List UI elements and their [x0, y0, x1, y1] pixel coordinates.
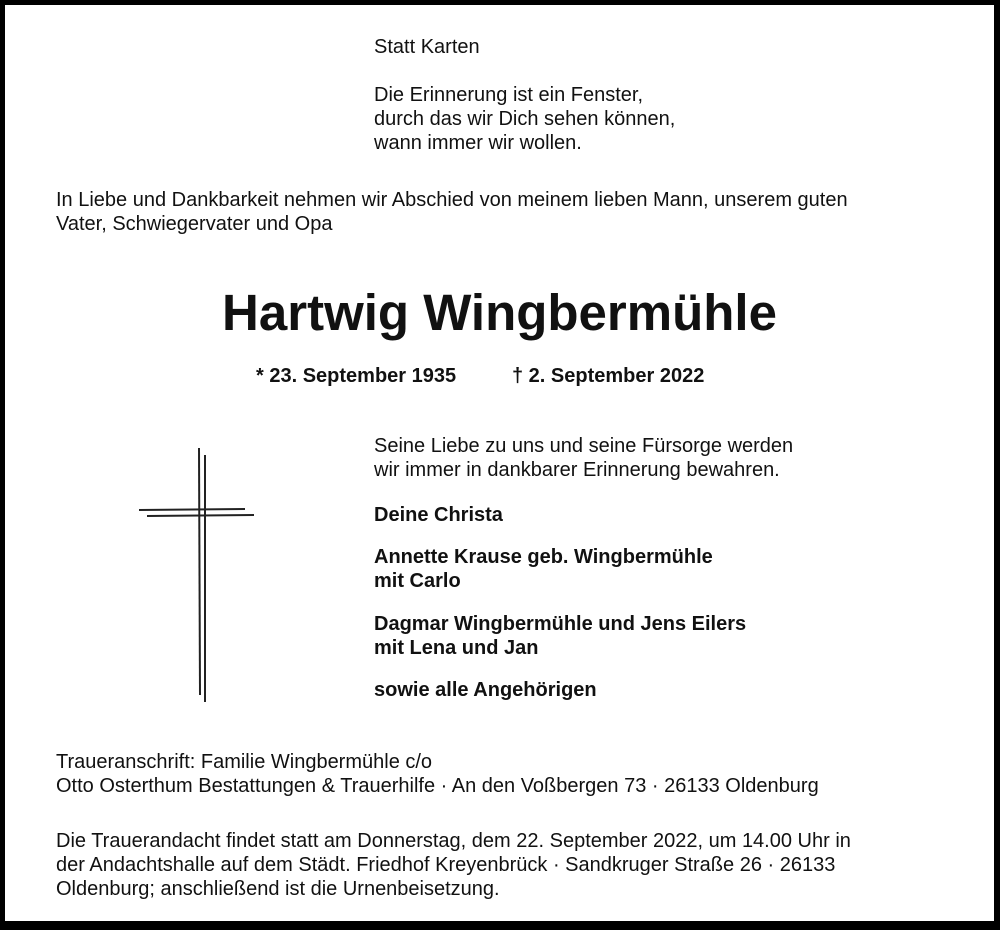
- mourner: mit Lena und Jan: [374, 637, 539, 659]
- birth-date: * 23. September 1935: [256, 365, 457, 387]
- quote-line: wir immer in dankbarer Erinnerung bewahren.: [374, 459, 780, 481]
- poem-line: durch das wir Dich sehen können,: [374, 108, 676, 130]
- service-line: Die Trauerandacht findet statt am Donnerstag, dem 22. September 2022, um 14.00 Uhr in: [56, 830, 851, 852]
- poem-line: wann immer wir wollen.: [374, 132, 582, 154]
- obituary-notice: [5, 5, 994, 921]
- mourner: sowie alle Angehörigen: [374, 679, 597, 701]
- mourner: Annette Krause geb. Wingbermühle: [374, 546, 713, 568]
- death-date: † 2. September 2022: [512, 365, 705, 387]
- poem-line: Die Erinnerung ist ein Fenster,: [374, 84, 644, 106]
- farewell-line: In Liebe und Dankbarkeit nehmen wir Abschied von meinem lieben Mann, unserem guten: [56, 189, 848, 211]
- cross-icon: [130, 440, 270, 710]
- service-line: Oldenburg; anschließend ist die Urnenbeisetzung.: [56, 878, 500, 900]
- mourner: Deine Christa: [374, 504, 503, 526]
- address-line: Otto Osterthum Bestattungen & Trauerhilfe · An den Voßbergen 73 · 26133 Oldenburg: [56, 775, 819, 797]
- mourner: Dagmar Wingbermühle und Jens Eilers: [374, 613, 747, 635]
- mourner: mit Carlo: [374, 570, 461, 592]
- deceased-name: Hartwig Wingbermühle: [222, 284, 777, 341]
- service-line: der Andachtshalle auf dem Städt. Friedhof Kreyenbrück · Sandkruger Straße 26 · 26133: [56, 854, 836, 876]
- quote-line: Seine Liebe zu uns und seine Fürsorge werden: [374, 435, 794, 457]
- address-line: Traueranschrift: Familie Wingbermühle c/o: [56, 751, 433, 773]
- intro-line: Statt Karten: [374, 36, 480, 58]
- farewell-line: Vater, Schwiegervater und Opa: [56, 213, 333, 235]
